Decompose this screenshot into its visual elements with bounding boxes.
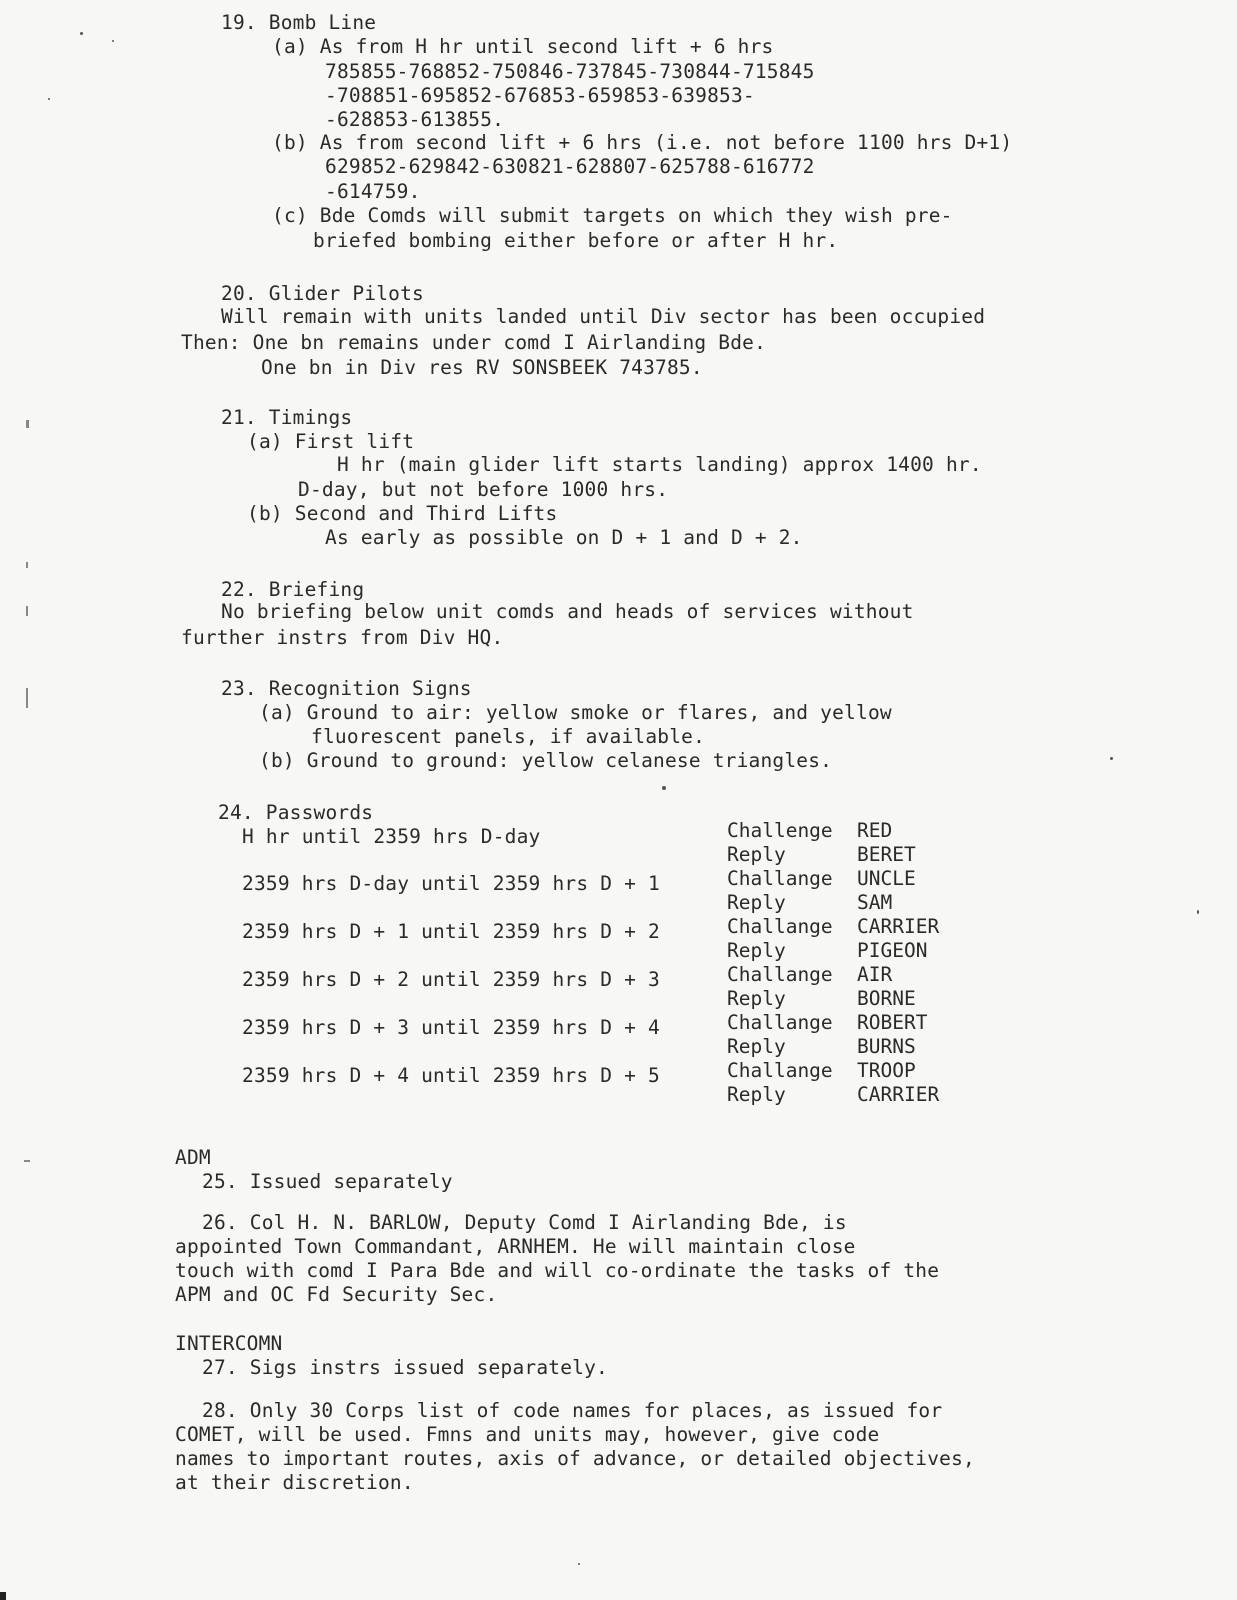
sec20-line2: Then: One bn remains under comd I Airlanding Bde. [181,331,767,354]
password-challenge: RED [857,819,893,842]
scan-edge-mark [26,562,28,568]
sec21-heading: 21. Timings [221,406,353,429]
password-reply: BURNS [857,1035,916,1058]
password-period: H hr until 2359 hrs D-day [242,825,541,848]
password-reply: CARRIER [857,1083,940,1106]
password-challenge: CARRIER [857,915,940,938]
scan-speck [1197,910,1199,914]
sec19-c-line1: (c) Bde Comds will submit targets on which they wish pre- [272,204,953,227]
password-challenge-label: Challange [727,1059,833,1082]
password-reply-label: Reply [727,891,786,914]
scan-edge-mark [0,1592,6,1600]
password-challenge: ROBERT [857,1011,928,1034]
password-reply-label: Reply [727,1035,786,1058]
password-challenge-label: Challange [727,867,833,890]
sec19-b-line1: (b) As from second lift + 6 hrs (i.e. not before 1100 hrs D+1) [272,131,1013,154]
intercomn-para28-line4: at their discretion. [175,1471,414,1494]
password-challenge-label: Challange [727,915,833,938]
sec21-b-line2: As early as possible on D + 1 and D + 2. [325,526,803,549]
password-challenge: UNCLE [857,867,916,890]
sec23-a-line1: (a) Ground to air: yellow smoke or flares, and yellow [259,701,892,724]
intercomn-para28-line1: 28. Only 30 Corps list of code names for places, as issued for [202,1399,943,1422]
sec19-b-line3: -614759. [325,180,421,203]
sec20-heading: 20. Glider Pilots [221,282,424,305]
password-reply-label: Reply [727,843,786,866]
sec21-a-line3: D-day, but not before 1000 hrs. [298,478,669,501]
sec19-a-line1: (a) As from H hr until second lift + 6 hrs [272,35,774,58]
scan-edge-mark [26,606,28,616]
scan-speck [1110,757,1113,760]
password-challenge-label: Challange [727,1011,833,1034]
password-period: 2359 hrs D-day until 2359 hrs D + 1 [242,872,660,895]
adm-para26-line4: APM and OC Fd Security Sec. [175,1283,498,1306]
password-challenge: TROOP [857,1059,916,1082]
sec23-b-line1: (b) Ground to ground: yellow celanese triangles. [259,749,833,772]
password-reply-label: Reply [727,1083,786,1106]
intercomn-para28-line3: names to important routes, axis of advance, or detailed objectives, [175,1447,975,1470]
password-challenge-label: Challenge [727,819,833,842]
scan-speck [662,786,666,790]
adm-para26-line1: 26. Col H. N. BARLOW, Deputy Comd I Airlanding Bde, is [202,1211,847,1234]
password-reply: PIGEON [857,939,928,962]
password-reply: BERET [857,843,916,866]
password-reply: BORNE [857,987,916,1010]
password-challenge: AIR [857,963,893,986]
adm-para25: 25. Issued separately [202,1170,453,1193]
scan-speck [80,32,83,35]
password-period: 2359 hrs D + 3 until 2359 hrs D + 4 [242,1016,660,1039]
sec22-line1: No briefing below unit comds and heads of services without [221,600,914,623]
scan-edge-mark [26,688,28,708]
sec20-line3: One bn in Div res RV SONSBEEK 743785. [261,356,703,379]
adm-heading: ADM [175,1146,211,1169]
password-reply-label: Reply [727,987,786,1010]
sec23-heading: 23. Recognition Signs [221,677,472,700]
sec19-a-line2: 785855-768852-750846-737845-730844-715845 [325,60,815,83]
sec19-a-line3: -708851-695852-676853-659853-639853- [325,84,755,107]
scan-edge-mark [24,1160,30,1162]
intercomn-para27: 27. Sigs instrs issued separately. [202,1356,608,1379]
sec20-line1: Will remain with units landed until Div sector has been occupied [221,305,986,328]
password-reply-label: Reply [727,939,786,962]
password-reply: SAM [857,891,893,914]
scan-edge-mark [26,420,29,428]
sec23-a-line2: fluorescent panels, if available. [311,725,706,748]
sec19-b-line2: 629852-629842-630821-628807-625788-616772 [325,155,815,178]
intercomn-para28-line2: COMET, will be used. Fmns and units may, however, give code [175,1423,880,1446]
sec22-line2: further instrs from Div HQ. [181,626,504,649]
sec22-heading: 22. Briefing [221,578,365,601]
scan-speck [112,40,114,42]
sec24-heading: 24. Passwords [218,801,374,824]
adm-para26-line2: appointed Town Commandant, ARNHEM. He will maintain close [175,1235,856,1258]
sec19-a-line4: -628853-613855. [325,108,505,131]
password-period: 2359 hrs D + 4 until 2359 hrs D + 5 [242,1064,660,1087]
scan-speck [48,98,50,100]
sec19-c-line2: briefed bombing either before or after H hr. [313,229,839,252]
password-period: 2359 hrs D + 2 until 2359 hrs D + 3 [242,968,660,991]
password-period: 2359 hrs D + 1 until 2359 hrs D + 2 [242,920,660,943]
intercomn-heading: INTERCOMN [175,1332,283,1355]
sec19-heading: 19. Bomb Line [221,11,377,34]
sec21-b-line1: (b) Second and Third Lifts [247,502,558,525]
sec21-a-line2: H hr (main glider lift starts landing) approx 1400 hr. [337,453,982,476]
sec21-a-line1: (a) First lift [247,430,415,453]
adm-para26-line3: touch with comd I Para Bde and will co-ordinate the tasks of the [175,1259,940,1282]
password-challenge-label: Challange [727,963,833,986]
scan-speck [578,1563,580,1565]
